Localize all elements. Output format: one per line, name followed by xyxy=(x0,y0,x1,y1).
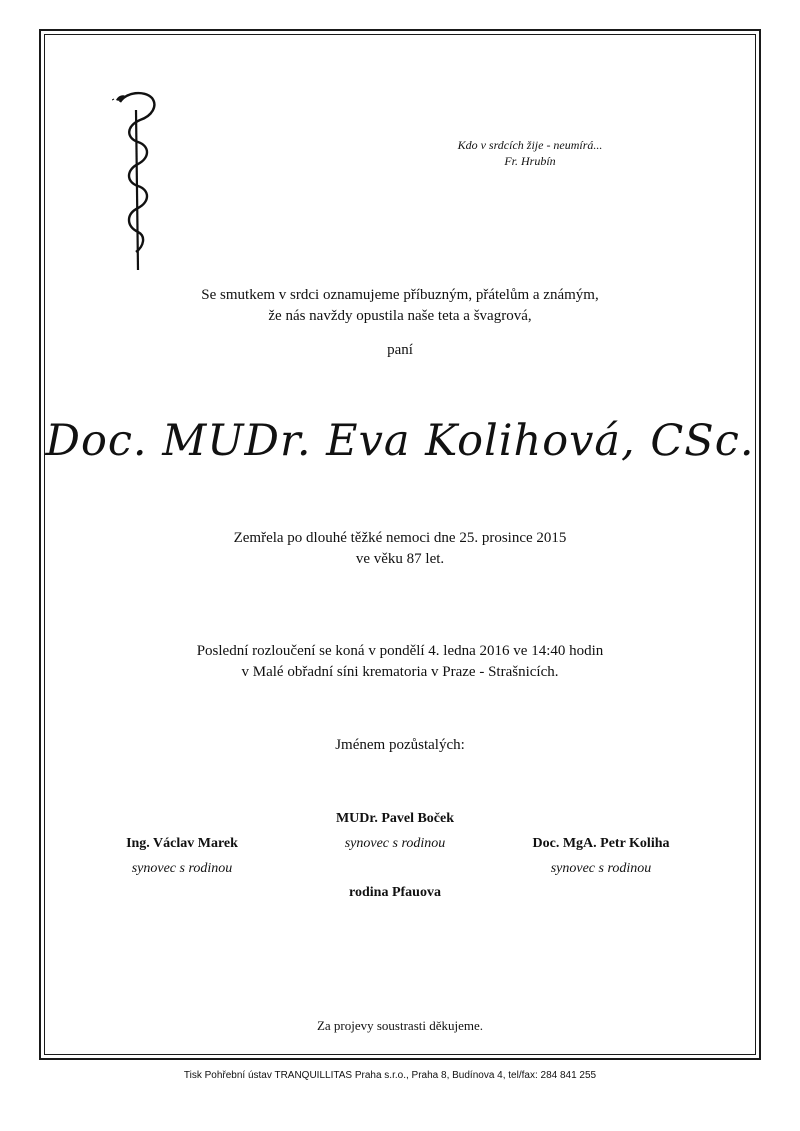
funeral-details xyxy=(44,641,756,683)
death-notice xyxy=(44,528,756,570)
thanks-line: Za projevy soustrasti děkujeme. xyxy=(316,1018,484,1033)
mourner-right xyxy=(481,835,721,879)
printer-footer: Tisk Pohřební ústav TRANQUILLITAS Praha s.r.o., Praha 8, Budínova 4, tel/fax: 284 841 255 xyxy=(183,1070,597,1081)
quote-text: Kdo v srdcích žije - neumírá... xyxy=(457,138,603,152)
title-word: paní xyxy=(387,342,413,358)
death-line-2: ve věku 87 let. xyxy=(355,551,445,567)
mourner-name: Ing. Václav Marek xyxy=(126,836,238,851)
mourner-left xyxy=(62,835,302,879)
funeral-line-2: v Malé obřadní síni krematoria v Praze - Strašnicích. xyxy=(241,664,559,680)
mourner-name: Doc. MgA. Petr Koliha xyxy=(532,836,670,851)
funeral-line-1: Poslední rozloučení se koná v pondělí 4. ledna 2016 ve 14:40 hodin xyxy=(196,643,604,659)
mourner-role: synovec s rodinou xyxy=(131,861,233,876)
behalf-heading: Jménem pozůstalých: xyxy=(335,737,465,753)
quote-block xyxy=(420,137,640,169)
deceased-name: Doc. MUDr. Eva Kolihová, CSc. xyxy=(45,416,755,466)
quote-author: Fr. Hrubín xyxy=(504,154,556,168)
rod-of-asclepius-icon xyxy=(112,84,164,270)
intro-line-2: že nás navždy opustila naše teta a švagrová, xyxy=(268,308,532,324)
mourner-name: MUDr. Pavel Boček xyxy=(335,811,455,826)
mourner-family: rodina Pfauova xyxy=(349,885,441,900)
death-line-1: Zemřela po dlouhé těžké nemoci dne 25. prosince 2015 xyxy=(233,530,567,546)
mourner-center xyxy=(275,810,515,854)
intro-line-1: Se smutkem v srdci oznamujeme příbuzným, přátelům a známým, xyxy=(201,287,599,303)
announcement-intro xyxy=(44,285,756,327)
mourner-role: synovec s rodinou xyxy=(344,836,446,851)
mourner-role: synovec s rodinou xyxy=(550,861,652,876)
